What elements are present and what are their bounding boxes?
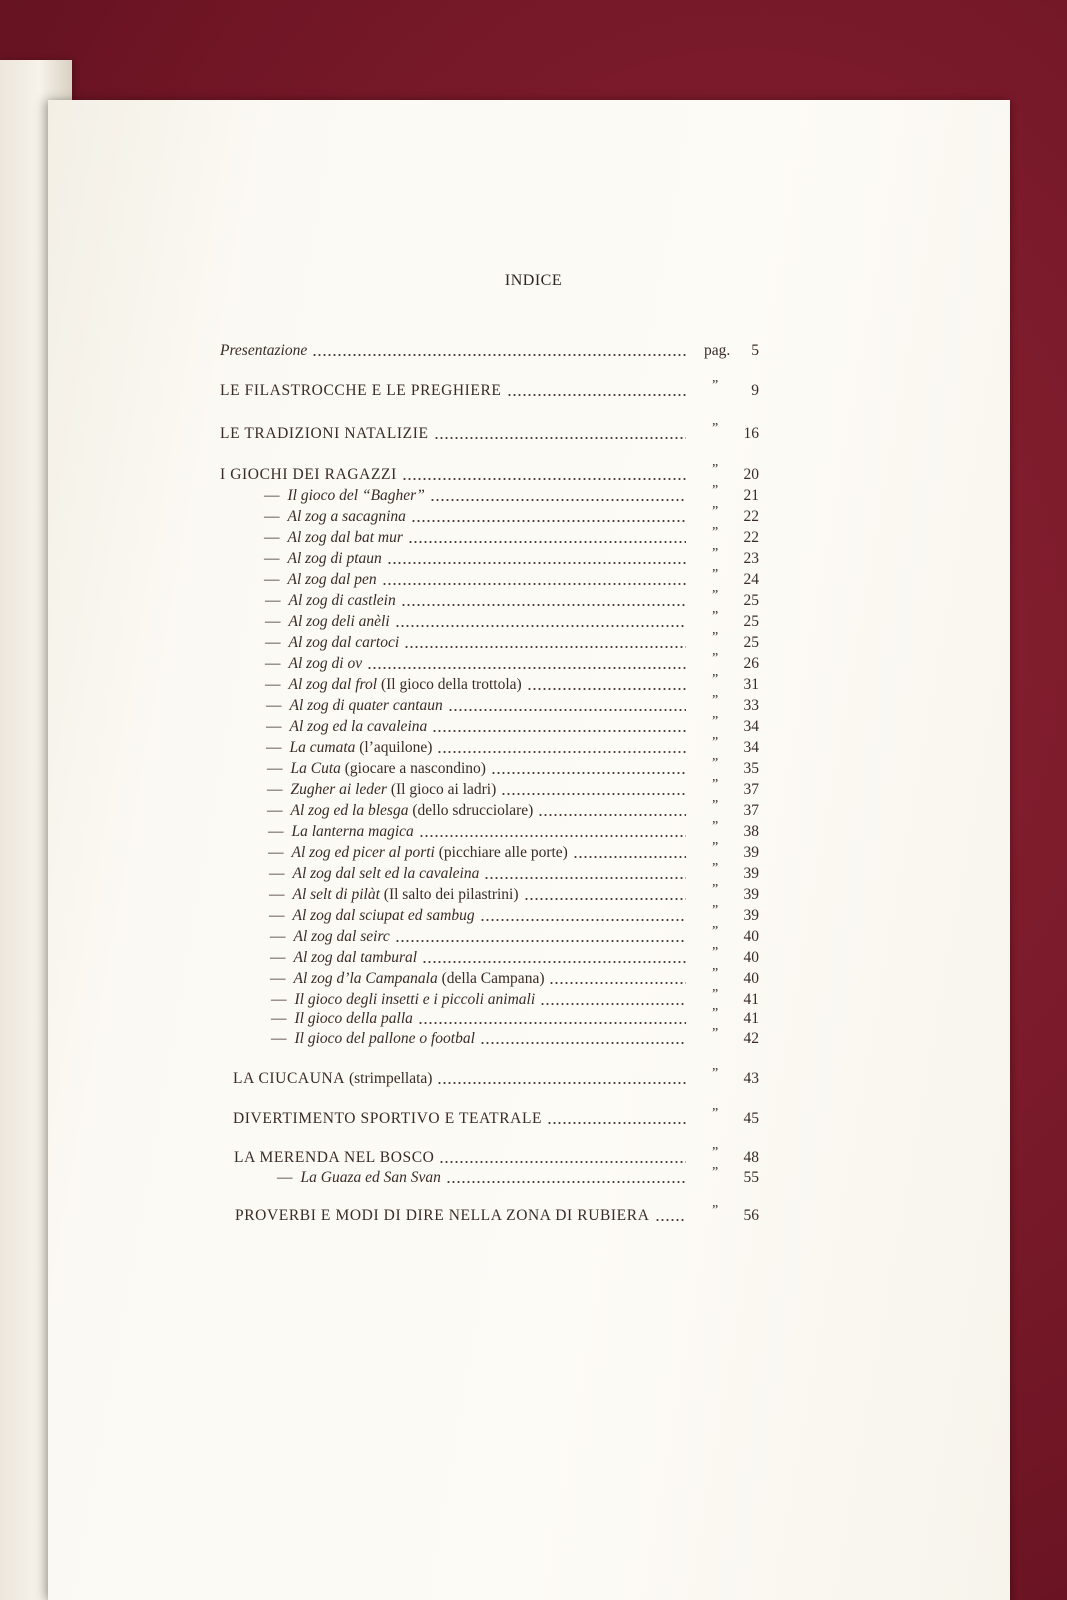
entry-dash: — xyxy=(265,613,281,630)
entry-dash: — xyxy=(268,844,284,861)
entry-title: Il gioco della palla xyxy=(294,1010,413,1027)
entry-dash: — xyxy=(277,1169,293,1186)
entry-title: Al selt di pilàt xyxy=(292,886,380,903)
ditto-mark: ” xyxy=(712,798,719,813)
dot-leader xyxy=(446,1181,686,1183)
entry-title: Il gioco degli insetti e i piccoli animali xyxy=(294,991,536,1008)
entry-title: Al zog dal tambural xyxy=(293,949,418,966)
dot-leader xyxy=(507,394,687,396)
entry-title: LE FILASTROCCHE E LE PREGHIERE xyxy=(220,382,502,399)
dot-leader xyxy=(547,1122,686,1124)
entry-title: Al zog di ov xyxy=(288,655,363,672)
toc-entry xyxy=(264,525,690,547)
entry-dash: — xyxy=(271,1030,287,1047)
ditto-mark: ” xyxy=(712,756,719,771)
page-number: 40 xyxy=(743,949,759,966)
entry-note: (l’aquilone) xyxy=(355,739,433,756)
page-number: 39 xyxy=(743,907,759,924)
ditto-mark: ” xyxy=(712,1066,719,1081)
page-number: 22 xyxy=(743,529,759,546)
toc-entry xyxy=(264,504,690,526)
entry-dash: — xyxy=(264,571,280,588)
page-number: 26 xyxy=(743,655,759,672)
ditto-mark: ” xyxy=(712,588,719,603)
ditto-mark: ” xyxy=(712,1006,719,1021)
entry-title: Zugher ai leder xyxy=(290,781,387,798)
ditto-mark: ” xyxy=(712,1145,719,1160)
entry-dash: — xyxy=(265,655,281,672)
dot-leader xyxy=(382,583,686,585)
entry-title: Il gioco del pallone o footbal xyxy=(294,1030,475,1047)
ditto-mark: pag. xyxy=(704,342,731,359)
dot-leader xyxy=(573,856,686,858)
entry-title: Presentazione xyxy=(220,342,308,359)
entry-title: Al zog a sacagnina xyxy=(287,508,406,525)
page-number: 38 xyxy=(743,823,759,840)
page-number: 23 xyxy=(743,550,759,567)
entry-title: PROVERBI E MODI DI DIRE NELLA ZONA DI RUBIERA xyxy=(235,1207,650,1224)
ditto-mark: ” xyxy=(712,735,719,750)
ditto-mark: ” xyxy=(712,651,719,666)
entry-dash: — xyxy=(269,865,285,882)
entry-title: Al zog di ptaun xyxy=(287,550,382,567)
dot-leader xyxy=(434,437,686,439)
ditto-mark: ” xyxy=(712,777,719,792)
ditto-mark: ” xyxy=(712,546,719,561)
ditto-mark: ” xyxy=(712,609,719,624)
dot-leader xyxy=(439,1161,686,1163)
toc-entry xyxy=(270,966,690,988)
ditto-mark: ” xyxy=(712,1026,719,1041)
ditto-mark: ” xyxy=(712,630,719,645)
ditto-mark: ” xyxy=(712,945,719,960)
toc-entry xyxy=(264,546,690,568)
toc-entry xyxy=(269,882,690,904)
page-number: 31 xyxy=(743,676,759,693)
entry-title: Al zog dal frol xyxy=(288,676,378,693)
entry-title: Al zog di quater cantaun xyxy=(289,697,443,714)
entry-dash: — xyxy=(267,802,283,819)
page-number: 5 xyxy=(751,342,759,359)
entry-dash: — xyxy=(266,739,282,756)
entry-note: (strimpellata) xyxy=(345,1070,433,1087)
entry-title: LA MERENDA NEL BOSCO xyxy=(234,1149,435,1166)
dot-leader xyxy=(549,982,686,984)
page-number: 25 xyxy=(743,634,759,651)
toc-entry xyxy=(264,483,690,505)
dot-leader xyxy=(501,793,686,795)
entry-dash: — xyxy=(269,886,285,903)
dot-leader xyxy=(524,898,686,900)
ditto-mark: ” xyxy=(712,462,719,477)
toc-entry xyxy=(234,1145,690,1167)
entry-dash: — xyxy=(265,634,281,651)
ditto-mark: ” xyxy=(712,567,719,582)
entry-note: (picchiare alle porte) xyxy=(434,844,568,861)
page-number: 39 xyxy=(743,865,759,882)
entry-dash: — xyxy=(270,928,286,945)
ditto-mark: ” xyxy=(712,987,719,1002)
entry-dash: — xyxy=(264,487,280,504)
entry-title: LE TRADIZIONI NATALIZIE xyxy=(220,425,429,442)
entry-note: (della Campana) xyxy=(437,970,545,987)
dot-leader xyxy=(404,646,686,648)
toc-entry xyxy=(269,903,690,925)
ditto-mark: ” xyxy=(712,966,719,981)
entry-dash: — xyxy=(266,697,282,714)
dot-leader xyxy=(395,625,686,627)
page-number: 40 xyxy=(743,970,759,987)
entry-note: (Il salto dei pilastrini) xyxy=(379,886,519,903)
toc-entry xyxy=(265,609,690,631)
page-number: 56 xyxy=(743,1207,759,1224)
page-number: 20 xyxy=(743,466,759,483)
ditto-mark: ” xyxy=(712,903,719,918)
dot-leader xyxy=(484,877,686,879)
entry-dash: — xyxy=(264,550,280,567)
ditto-mark: ” xyxy=(712,693,719,708)
entry-dash: — xyxy=(266,718,282,735)
page-number: 37 xyxy=(743,802,759,819)
ditto-mark: ” xyxy=(712,525,719,540)
dot-leader xyxy=(432,730,686,732)
entry-title: Al zog dal seirc xyxy=(293,928,390,945)
entry-title: Al zog di castlein xyxy=(288,592,396,609)
ditto-mark: ” xyxy=(712,1165,719,1180)
entry-note: (Il gioco della trottola) xyxy=(377,676,522,693)
entry-note: (giocare a nascondino) xyxy=(340,760,486,777)
ditto-mark: ” xyxy=(712,1106,719,1121)
toc-entry xyxy=(266,714,690,736)
page-number: 16 xyxy=(743,425,759,442)
page-number: 35 xyxy=(743,760,759,777)
dot-leader xyxy=(387,562,686,564)
page-number: 9 xyxy=(751,382,759,399)
page-number: 33 xyxy=(743,697,759,714)
entry-title: Al zog d’la Campanala xyxy=(293,970,438,987)
entry-title: Al zog ed picer al porti xyxy=(291,844,435,861)
toc-entry xyxy=(235,1203,690,1225)
toc-entry xyxy=(233,1106,690,1128)
toc-entry xyxy=(270,945,690,967)
entry-title: La lanterna magica xyxy=(291,823,414,840)
entry-title: LA CIUCAUNA xyxy=(233,1070,346,1087)
toc-entry xyxy=(220,462,690,484)
entry-dash: — xyxy=(271,1010,287,1027)
page-number: 37 xyxy=(743,781,759,798)
toc-entry xyxy=(268,840,690,862)
toc-entry xyxy=(267,798,690,820)
dot-leader xyxy=(437,1082,686,1084)
page-number: 42 xyxy=(743,1030,759,1047)
dot-leader xyxy=(402,478,686,480)
page-number: 39 xyxy=(743,886,759,903)
page-number: 43 xyxy=(743,1070,759,1087)
toc-entry xyxy=(277,1165,690,1187)
page-number: 24 xyxy=(743,571,759,588)
ditto-mark: ” xyxy=(712,672,719,687)
toc-entry xyxy=(266,735,690,757)
toc-entry xyxy=(220,378,690,400)
entry-dash: — xyxy=(264,529,280,546)
toc-entry xyxy=(220,421,690,443)
page-number: 25 xyxy=(743,613,759,630)
page-number: 41 xyxy=(743,1010,759,1027)
page-number: 55 xyxy=(743,1169,759,1186)
entry-title: Al zog ed la cavaleina xyxy=(289,718,428,735)
dot-leader xyxy=(491,772,686,774)
toc-entry xyxy=(233,1066,690,1088)
dot-leader xyxy=(401,604,686,606)
page-number: 21 xyxy=(743,487,759,504)
page-number: 25 xyxy=(743,592,759,609)
entry-dash: — xyxy=(271,991,287,1008)
dot-leader xyxy=(367,667,686,669)
page-title: INDICE xyxy=(504,272,563,289)
entry-note: (dello sdrucciolare) xyxy=(408,802,534,819)
toc-entry xyxy=(267,777,690,799)
toc-entry xyxy=(220,338,690,360)
entry-dash: — xyxy=(265,592,281,609)
entry-dash: — xyxy=(270,949,286,966)
toc-entry xyxy=(266,693,690,715)
ditto-mark: ” xyxy=(712,421,719,436)
dot-leader xyxy=(430,499,686,501)
dot-leader xyxy=(395,940,686,942)
page-number: 41 xyxy=(743,991,759,1008)
entry-title: La Cuta xyxy=(290,760,341,777)
toc-entry xyxy=(270,924,690,946)
ditto-mark: ” xyxy=(712,924,719,939)
ditto-mark: ” xyxy=(712,1203,719,1218)
entry-dash: — xyxy=(269,907,285,924)
entry-dash: — xyxy=(264,508,280,525)
ditto-mark: ” xyxy=(712,882,719,897)
page-number: 22 xyxy=(743,508,759,525)
dot-leader xyxy=(655,1219,687,1221)
entry-title: Al zog dal pen xyxy=(287,571,377,588)
dot-leader xyxy=(538,814,686,816)
entry-title: Al zog dal bat mur xyxy=(287,529,403,546)
page-number: 40 xyxy=(743,928,759,945)
dot-leader xyxy=(422,961,686,963)
toc-entry xyxy=(264,567,690,589)
toc-entry xyxy=(267,756,690,778)
ditto-mark: ” xyxy=(712,378,719,393)
entry-title: Al zog dal cartoci xyxy=(288,634,400,651)
ditto-mark: ” xyxy=(712,714,719,729)
dot-leader xyxy=(527,688,686,690)
entry-dash: — xyxy=(268,823,284,840)
page-number: 39 xyxy=(743,844,759,861)
page-number: 34 xyxy=(743,739,759,756)
entry-dash: — xyxy=(270,970,286,987)
entry-title: I GIOCHI DEI RAGAZZI xyxy=(220,466,397,483)
dot-leader xyxy=(408,541,686,543)
dot-leader xyxy=(418,1022,686,1024)
ditto-mark: ” xyxy=(712,840,719,855)
toc-entry xyxy=(265,672,690,694)
dot-leader xyxy=(419,835,686,837)
entry-dash: — xyxy=(265,676,281,693)
entry-note: (Il gioco ai ladri) xyxy=(386,781,497,798)
entry-title: Al zog ed la blesga xyxy=(290,802,409,819)
toc-entry xyxy=(265,588,690,610)
dot-leader xyxy=(540,1003,686,1005)
entry-title: DIVERTIMENTO SPORTIVO E TEATRALE xyxy=(233,1110,543,1127)
entry-title: La cumata xyxy=(289,739,356,756)
toc-entry xyxy=(268,819,690,841)
entry-title: Al zog dal sciupat ed sambug xyxy=(292,907,475,924)
page-number: 48 xyxy=(743,1149,759,1166)
entry-title: Il gioco del “Bagher” xyxy=(287,487,425,504)
toc-entry xyxy=(269,861,690,883)
entry-dash: — xyxy=(267,760,283,777)
entry-title: Al zog dal selt ed la cavaleina xyxy=(292,865,480,882)
ditto-mark: ” xyxy=(712,504,719,519)
entry-dash: — xyxy=(267,781,283,798)
entry-title: Al zog deli anèli xyxy=(288,613,390,630)
toc-entry xyxy=(271,1006,690,1028)
page-number: 34 xyxy=(743,718,759,735)
page-number: 45 xyxy=(743,1110,759,1127)
toc-entry xyxy=(265,630,690,652)
entry-title: La Guaza ed San Svan xyxy=(300,1169,441,1186)
dot-leader xyxy=(480,919,686,921)
dot-leader xyxy=(448,709,686,711)
dot-leader xyxy=(480,1042,686,1044)
toc-entry xyxy=(265,651,690,673)
toc-entry xyxy=(271,1026,690,1048)
dot-leader xyxy=(312,354,686,356)
ditto-mark: ” xyxy=(712,483,719,498)
ditto-mark: ” xyxy=(712,819,719,834)
dot-leader xyxy=(437,751,686,753)
dot-leader xyxy=(411,520,686,522)
ditto-mark: ” xyxy=(712,861,719,876)
